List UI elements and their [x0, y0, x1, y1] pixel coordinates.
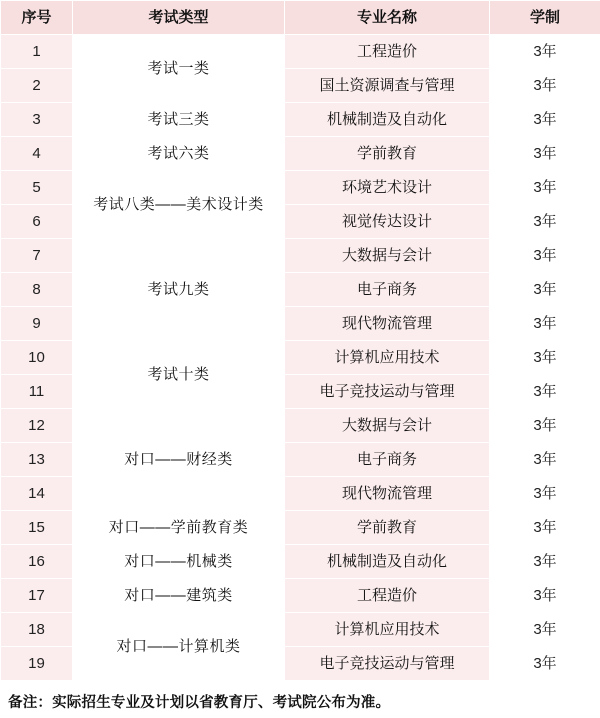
column-header-length: 学制 [490, 1, 600, 35]
cell-major-name: 环境艺术设计 [285, 171, 490, 205]
cell-index: 4 [1, 137, 73, 171]
cell-exam-type: 对口――建筑类 [73, 579, 285, 613]
cell-program-length: 3年 [490, 69, 600, 103]
cell-program-length: 3年 [490, 239, 600, 273]
cell-index: 14 [1, 477, 73, 511]
cell-major-name: 电子商务 [285, 443, 490, 477]
cell-major-name: 视觉传达设计 [285, 205, 490, 239]
cell-major-name: 现代物流管理 [285, 307, 490, 341]
cell-program-length: 3年 [490, 307, 600, 341]
table-row [1, 35, 600, 69]
cell-index: 3 [1, 103, 73, 137]
table-footnote: 备注：实际招生专业及计划以省教育厅、考试院公布为准。 [0, 681, 600, 718]
cell-index: 16 [1, 545, 73, 579]
table-row [1, 545, 600, 579]
column-header-major: 专业名称 [285, 1, 490, 35]
cell-exam-type: 考试三类 [73, 103, 285, 137]
cell-index: 13 [1, 443, 73, 477]
cell-index: 5 [1, 171, 73, 205]
cell-program-length: 3年 [490, 341, 600, 375]
cell-index: 19 [1, 647, 73, 681]
cell-major-name: 现代物流管理 [285, 477, 490, 511]
cell-exam-type: 考试一类 [73, 35, 285, 103]
table-row [1, 137, 600, 171]
cell-major-name: 机械制造及自动化 [285, 545, 490, 579]
cell-program-length: 3年 [490, 647, 600, 681]
cell-major-name: 机械制造及自动化 [285, 103, 490, 137]
cell-major-name: 电子竞技运动与管理 [285, 647, 490, 681]
cell-major-name: 大数据与会计 [285, 239, 490, 273]
table-header-row [1, 1, 600, 35]
cell-index: 12 [1, 409, 73, 443]
cell-index: 8 [1, 273, 73, 307]
cell-major-name: 电子竞技运动与管理 [285, 375, 490, 409]
table-row [1, 171, 600, 205]
cell-major-name: 工程造价 [285, 35, 490, 69]
cell-major-name: 大数据与会计 [285, 409, 490, 443]
cell-program-length: 3年 [490, 103, 600, 137]
cell-index: 7 [1, 239, 73, 273]
cell-exam-type: 对口――机械类 [73, 545, 285, 579]
cell-program-length: 3年 [490, 375, 600, 409]
cell-program-length: 3年 [490, 273, 600, 307]
cell-program-length: 3年 [490, 171, 600, 205]
cell-major-name: 学前教育 [285, 137, 490, 171]
cell-index: 2 [1, 69, 73, 103]
cell-index: 17 [1, 579, 73, 613]
table-row [1, 409, 600, 443]
cell-program-length: 3年 [490, 409, 600, 443]
table-header [1, 1, 600, 35]
cell-index: 15 [1, 511, 73, 545]
table-row [1, 579, 600, 613]
cell-program-length: 3年 [490, 477, 600, 511]
cell-major-name: 学前教育 [285, 511, 490, 545]
cell-exam-type: 考试十类 [73, 341, 285, 409]
cell-index: 10 [1, 341, 73, 375]
column-header-index: 序号 [1, 1, 73, 35]
table-row [1, 613, 600, 647]
table-body [1, 35, 600, 681]
cell-program-length: 3年 [490, 35, 600, 69]
cell-exam-type: 对口――财经类 [73, 409, 285, 511]
cell-major-name: 计算机应用技术 [285, 341, 490, 375]
table-row [1, 341, 600, 375]
cell-program-length: 3年 [490, 579, 600, 613]
table-row [1, 103, 600, 137]
cell-major-name: 电子商务 [285, 273, 490, 307]
cell-major-name: 计算机应用技术 [285, 613, 490, 647]
cell-index: 6 [1, 205, 73, 239]
cell-index: 18 [1, 613, 73, 647]
cell-exam-type: 考试六类 [73, 137, 285, 171]
cell-index: 1 [1, 35, 73, 69]
table-row [1, 239, 600, 273]
cell-program-length: 3年 [490, 613, 600, 647]
cell-program-length: 3年 [490, 137, 600, 171]
cell-program-length: 3年 [490, 545, 600, 579]
cell-exam-type: 对口――计算机类 [73, 613, 285, 681]
cell-program-length: 3年 [490, 205, 600, 239]
cell-exam-type: 考试九类 [73, 239, 285, 341]
cell-program-length: 3年 [490, 511, 600, 545]
cell-major-name: 国土资源调查与管理 [285, 69, 490, 103]
column-header-type: 考试类型 [73, 1, 285, 35]
cell-index: 9 [1, 307, 73, 341]
cell-exam-type: 考试八类――美术设计类 [73, 171, 285, 239]
cell-index: 11 [1, 375, 73, 409]
table-row [1, 511, 600, 545]
cell-program-length: 3年 [490, 443, 600, 477]
cell-major-name: 工程造价 [285, 579, 490, 613]
cell-exam-type: 对口――学前教育类 [73, 511, 285, 545]
